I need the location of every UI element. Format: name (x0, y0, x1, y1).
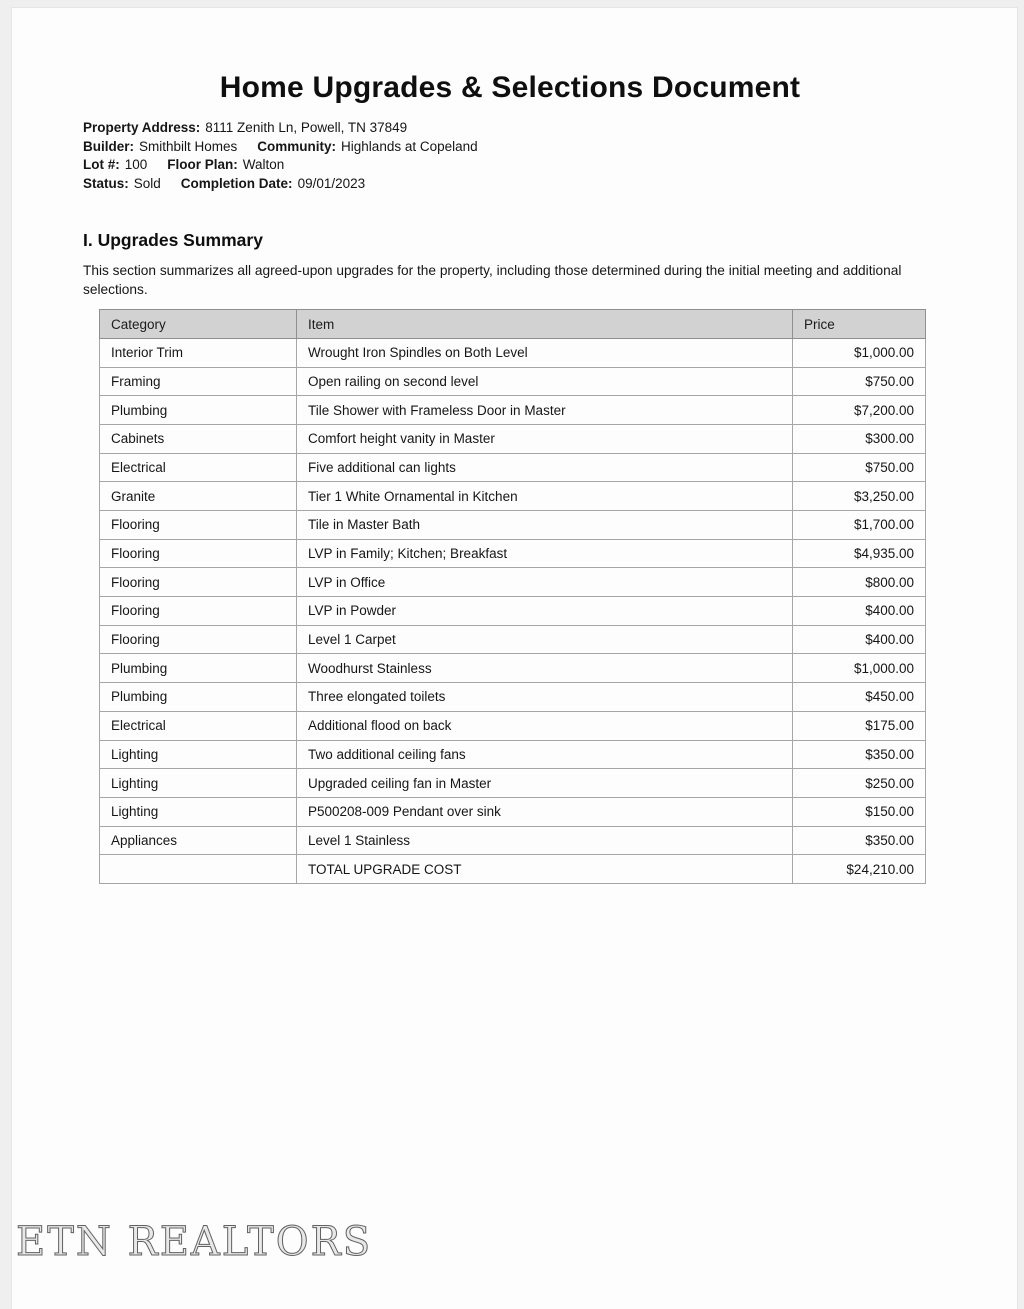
price-cell: $350.00 (793, 740, 926, 769)
floor-plan-value: Walton (242, 157, 285, 173)
item-column-header: Item (297, 310, 793, 339)
lot-number-label: Lot #: (83, 157, 120, 173)
upgrades-table (99, 309, 926, 884)
category-cell: Interior Trim (100, 338, 297, 367)
item-cell: Open railing on second level (297, 367, 793, 396)
price-cell: $450.00 (793, 683, 926, 712)
completion-date-label: Completion Date: (180, 175, 293, 191)
price-cell: $1,000.00 (793, 338, 926, 367)
item-cell: Level 1 Carpet (297, 625, 793, 654)
table-row (100, 424, 926, 453)
total-row (100, 855, 926, 884)
floor-plan-pair (167, 157, 284, 172)
table-row (100, 482, 926, 511)
builder-pair (83, 139, 237, 154)
price-cell: $750.00 (793, 367, 926, 396)
price-cell: $750.00 (793, 453, 926, 482)
property-address-label: Property Address: (83, 120, 201, 135)
category-cell: Flooring (100, 568, 297, 597)
document-content (12, 71, 1017, 884)
category-column-header: Category (100, 310, 297, 339)
property-address-pair (83, 120, 407, 135)
price-column-header: Price (793, 310, 926, 339)
section-description: This section summarizes all agreed-upon upgrades for the property, including those determined during the initial meeting and additional selections. (83, 263, 902, 297)
item-cell: TOTAL UPGRADE COST (297, 855, 793, 884)
property-address-value: 8111 Zenith Ln, Powell, TN 37849 (205, 120, 408, 135)
price-cell: $400.00 (793, 597, 926, 626)
category-cell: Flooring (100, 597, 297, 626)
table-row (100, 654, 926, 683)
price-cell: $350.00 (793, 826, 926, 855)
table-row (100, 711, 926, 740)
category-cell: Plumbing (100, 396, 297, 425)
category-cell: Lighting (100, 740, 297, 769)
table-row (100, 625, 926, 654)
price-cell: $7,200.00 (793, 396, 926, 425)
price-cell: $3,250.00 (793, 482, 926, 511)
item-cell: Three elongated toilets (297, 683, 793, 712)
item-cell: P500208-009 Pendant over sink (297, 797, 793, 826)
category-cell: Plumbing (100, 683, 297, 712)
lot-number-value: 100 (124, 157, 148, 173)
table-row (100, 338, 926, 367)
item-cell: Additional flood on back (297, 711, 793, 740)
price-cell: $24,210.00 (793, 855, 926, 884)
category-cell: Lighting (100, 769, 297, 798)
item-cell: LVP in Powder (297, 597, 793, 626)
item-cell: Comfort height vanity in Master (297, 424, 793, 453)
etn-realtors-watermark: ETN REALTORS (16, 1219, 373, 1265)
category-cell (100, 855, 297, 884)
community-value: Highlands at Copeland (341, 138, 478, 154)
info-line-lot (83, 156, 937, 175)
item-cell: Two additional ceiling fans (297, 740, 793, 769)
category-cell: Plumbing (100, 654, 297, 683)
item-cell: LVP in Family; Kitchen; Breakfast (297, 539, 793, 568)
table-row (100, 826, 926, 855)
property-info (83, 119, 937, 193)
lot-number-pair (83, 157, 147, 172)
item-cell: Tile in Master Bath (297, 511, 793, 540)
price-cell: $175.00 (793, 711, 926, 740)
status-pair (83, 176, 161, 191)
builder-label: Builder: (83, 138, 135, 154)
completion-date-value: 09/01/2023 (297, 175, 366, 191)
category-cell: Framing (100, 367, 297, 396)
document-page (12, 8, 1017, 1309)
item-cell: LVP in Office (297, 568, 793, 597)
page-title: Home Upgrades & Selections Document (219, 71, 801, 104)
price-cell: $300.00 (793, 424, 926, 453)
item-cell: Wrought Iron Spindles on Both Level (297, 338, 793, 367)
table-row (100, 568, 926, 597)
price-cell: $800.00 (793, 568, 926, 597)
item-cell: Tile Shower with Frameless Door in Master (297, 396, 793, 425)
upgrades-table-body (100, 338, 926, 883)
table-row (100, 367, 926, 396)
table-row (100, 769, 926, 798)
category-cell: Flooring (100, 539, 297, 568)
category-cell: Appliances (100, 826, 297, 855)
price-cell: $150.00 (793, 797, 926, 826)
status-value: Sold (133, 175, 161, 191)
price-cell: $1,000.00 (793, 654, 926, 683)
community-pair (257, 139, 477, 154)
category-cell: Granite (100, 482, 297, 511)
table-row (100, 539, 926, 568)
table-row (100, 597, 926, 626)
category-cell: Electrical (100, 711, 297, 740)
upgrades-table-header (100, 310, 926, 339)
header-row (100, 310, 926, 339)
price-cell: $4,935.00 (793, 539, 926, 568)
info-line-status (83, 175, 937, 194)
table-row (100, 396, 926, 425)
category-cell: Lighting (100, 797, 297, 826)
table-row (100, 511, 926, 540)
item-cell: Tier 1 White Ornamental in Kitchen (297, 482, 793, 511)
builder-value: Smithbilt Homes (139, 138, 238, 154)
category-cell: Electrical (100, 453, 297, 482)
info-line-builder (83, 138, 937, 157)
status-label: Status: (83, 175, 129, 191)
table-row (100, 683, 926, 712)
table-row (100, 453, 926, 482)
category-cell: Cabinets (100, 424, 297, 453)
item-cell: Woodhurst Stainless (297, 654, 793, 683)
item-cell: Five additional can lights (297, 453, 793, 482)
price-cell: $250.00 (793, 769, 926, 798)
category-cell: Flooring (100, 625, 297, 654)
price-cell: $1,700.00 (793, 511, 926, 540)
info-line-address (83, 119, 937, 138)
floor-plan-label: Floor Plan: (167, 157, 238, 173)
community-label: Community: (257, 138, 337, 154)
section-heading: I. Upgrades Summary (83, 230, 263, 251)
table-row (100, 740, 926, 769)
price-cell: $400.00 (793, 625, 926, 654)
category-cell: Flooring (100, 511, 297, 540)
item-cell: Upgraded ceiling fan in Master (297, 769, 793, 798)
item-cell: Level 1 Stainless (297, 826, 793, 855)
table-row (100, 797, 926, 826)
completion-date-pair (181, 176, 365, 191)
